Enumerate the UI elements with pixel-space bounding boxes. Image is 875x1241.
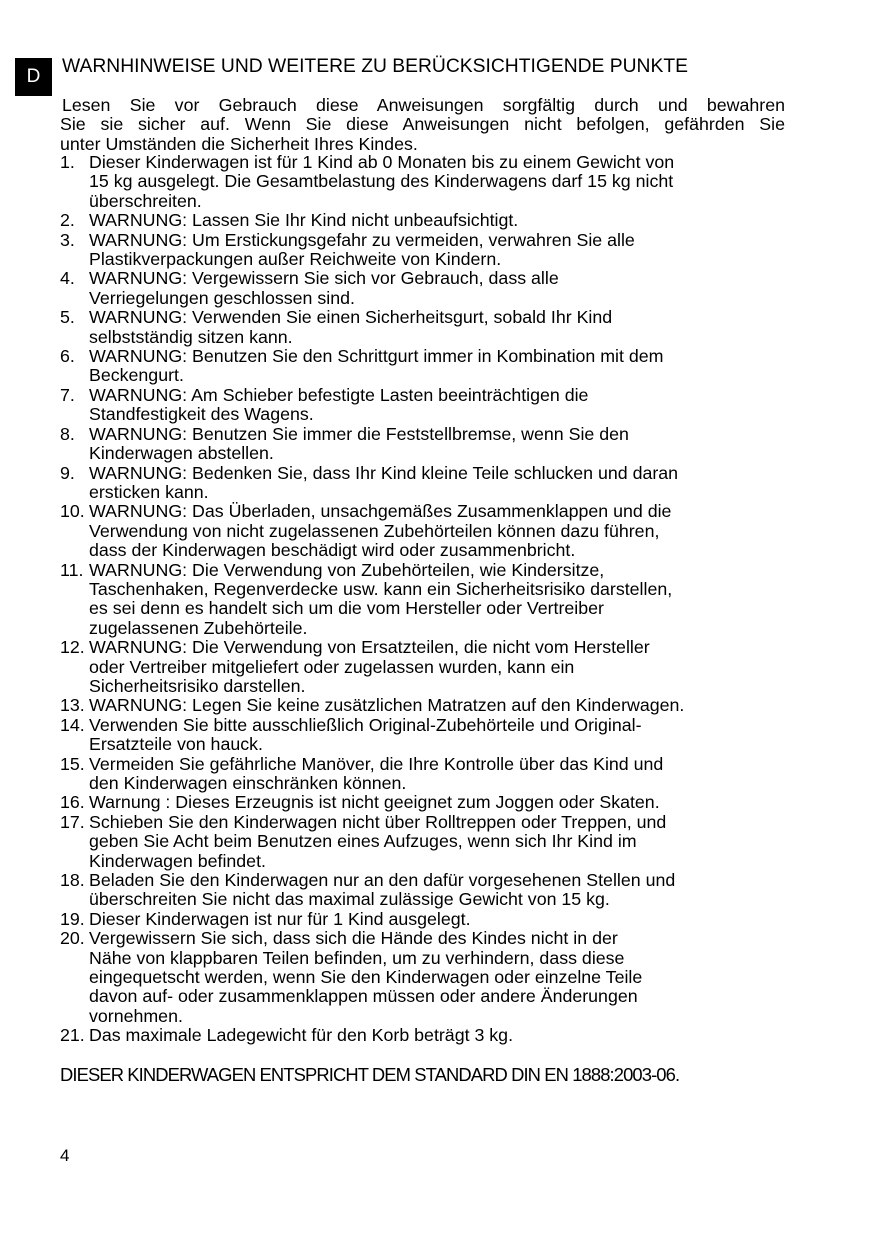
warning-number: 3. — [60, 229, 75, 250]
warning-number: 4. — [60, 268, 75, 289]
warning-text: Dieser Kinderwagen ist nur für 1 Kind ausgelegt. — [89, 908, 471, 929]
warning-item — [60, 561, 790, 639]
warning-text: WARNUNG: Legen Sie keine zusätzlichen Matratzen auf den Kinderwagen. — [89, 695, 685, 716]
intro-line: Sie sie sicher auf. Wenn Sie diese Anweisungen nicht befolgen, gefährden Sie — [60, 114, 785, 135]
warning-text: WARNUNG: Benutzen Sie immer die Feststellbremse, wenn Sie den Kinderwagen abstellen. — [89, 423, 629, 464]
warning-text: WARNUNG: Die Verwendung von Zubehörteilen, wie Kindersitze, Taschenhaken, Regenverdecke usw. kann ein Sicherheitsrisiko darstellen, es sei denn es handelt sich um die vom Hersteller oder Vertreiber zugelassenen Zubehörteile. — [89, 559, 673, 638]
warning-number: 17. — [60, 811, 85, 832]
warning-item — [60, 269, 790, 308]
warning-number: 1. — [60, 152, 75, 172]
warning-number: 11. — [60, 559, 84, 580]
warning-item — [60, 231, 790, 270]
standard-compliance-note: DIESER KINDERWAGEN ENTSPRICHT DEM STANDARD DIN EN 1888:2003-06. — [60, 1064, 680, 1085]
warning-item — [60, 793, 790, 812]
page-title: WARNHINWEISE UND WEITERE ZU BERÜCKSICHTIGENDE PUNKTE — [62, 56, 688, 77]
language-tab-badge: D — [15, 58, 52, 96]
warning-item — [60, 755, 790, 794]
warning-item — [60, 929, 790, 1026]
warning-text: Dieser Kinderwagen ist für 1 Kind ab 0 Monaten bis zu einem Gewicht von 15 kg ausgelegt. Die Gesamtbelastung des Kinderwagens darf 15 kg nicht überschreiten. — [89, 152, 675, 211]
warning-item — [60, 1026, 790, 1045]
warning-item — [60, 696, 790, 715]
warning-number: 16. — [60, 792, 85, 813]
warning-number: 13. — [60, 695, 85, 716]
warning-item — [60, 502, 790, 560]
warning-number: 6. — [60, 346, 75, 367]
warning-text: Schieben Sie den Kinderwagen nicht über Rolltreppen oder Treppen, und geben Sie Acht beim Benutzen eines Aufzuges, wenn sich Ihr Kind im Kinderwagen befindet. — [89, 811, 667, 871]
warning-item — [60, 425, 790, 464]
warning-text: Warnung : Dieses Erzeugnis ist nicht geeignet zum Joggen oder Skaten. — [89, 792, 660, 813]
warning-number: 15. — [60, 753, 85, 774]
warning-number: 5. — [60, 307, 75, 328]
warning-text: WARNUNG: Bedenken Sie, dass Ihr Kind kleine Teile schlucken und daran ersticken kann. — [89, 462, 679, 502]
warning-number: 14. — [60, 714, 85, 735]
warning-text: Vermeiden Sie gefährliche Manöver, die Ihre Kontrolle über das Kind und den Kinderwagen einschränken können. — [89, 753, 664, 793]
warning-text: WARNUNG: Das Überladen, unsachgemäßes Zusammenklappen und die Verwendung von nicht zugelassenen Zubehörteilen können dazu führen, dass der Kinderwagen beschädigt wird oder zusammenbricht. — [89, 501, 672, 561]
warning-number: 19. — [60, 908, 85, 929]
warning-item — [60, 638, 790, 696]
warning-number: 21. — [60, 1025, 85, 1046]
warning-item — [60, 910, 790, 929]
warning-number: 20. — [60, 928, 85, 949]
warning-text: Verwenden Sie bitte ausschließlich Original-Zubehörteile und Original- Ersatzteile von hauck. — [89, 714, 642, 755]
page-number: 4 — [60, 1146, 70, 1165]
warning-item — [60, 211, 790, 230]
warning-text: WARNUNG: Am Schieber befestigte Lasten beeinträchtigen die Standfestigkeit des Wagens. — [89, 384, 589, 425]
warning-item — [60, 464, 790, 503]
warning-item — [60, 716, 790, 755]
warning-item — [60, 308, 790, 347]
warning-text: WARNUNG: Um Erstickungsgefahr zu vermeiden, verwahren Sie alle Plastikverpackungen außer Reichweite von Kindern. — [89, 229, 635, 270]
warning-text: WARNUNG: Verwenden Sie einen Sicherheitsgurt, sobald Ihr Kind selbstständig sitzen kann. — [89, 307, 613, 347]
warning-text: WARNUNG: Lassen Sie Ihr Kind nicht unbeaufsichtigt. — [89, 210, 519, 231]
warning-text: WARNUNG: Vergewissern Sie sich vor Gebrauch, dass alle Verriegelungen geschlossen sind. — [89, 268, 559, 308]
intro-line: unter Umständen die Sicherheit Ihres Kindes. — [60, 133, 418, 154]
warning-item — [60, 813, 790, 871]
intro-line: Lesen Sie vor Gebrauch diese Anweisungen sorgfältig durch und bewahren — [62, 95, 785, 115]
warning-number: 7. — [60, 384, 75, 405]
warnings-list — [60, 153, 790, 1046]
warning-number: 10. — [60, 501, 85, 522]
warning-number: 8. — [60, 423, 75, 444]
warning-item — [60, 153, 790, 211]
warning-number: 18. — [60, 870, 85, 891]
warning-text: WARNUNG: Benutzen Sie den Schrittgurt immer in Kombination mit dem Beckengurt. — [89, 346, 664, 386]
warning-number: 2. — [60, 210, 75, 231]
warning-item — [60, 347, 790, 386]
warning-text: Das maximale Ladegewicht für den Korb beträgt 3 kg. — [89, 1025, 514, 1046]
warning-text: Beladen Sie den Kinderwagen nur an den dafür vorgesehenen Stellen und überschreiten Sie nicht das maximal zulässige Gewicht von 15 kg. — [89, 870, 676, 910]
warning-text: Vergewissern Sie sich, dass sich die Hände des Kindes nicht in der Nähe von klappbaren Teilen befinden, um zu verhindern, dass diese eingequetscht werden, wenn Sie den Kinderwagen oder einzelne Teile davon auf- oder zusammenklappen müssen oder andere Änderungen vornehmen. — [89, 928, 643, 1026]
warning-number: 12. — [60, 637, 85, 658]
intro-paragraph — [60, 96, 785, 154]
warning-number: 9. — [60, 462, 75, 483]
warning-item — [60, 386, 790, 425]
warning-item — [60, 871, 790, 910]
warning-text: WARNUNG: Die Verwendung von Ersatzteilen, die nicht vom Hersteller oder Vertreiber mitgeliefert oder zugelassen wurden, kann ein Sicherheitsrisiko darstellen. — [89, 637, 650, 696]
